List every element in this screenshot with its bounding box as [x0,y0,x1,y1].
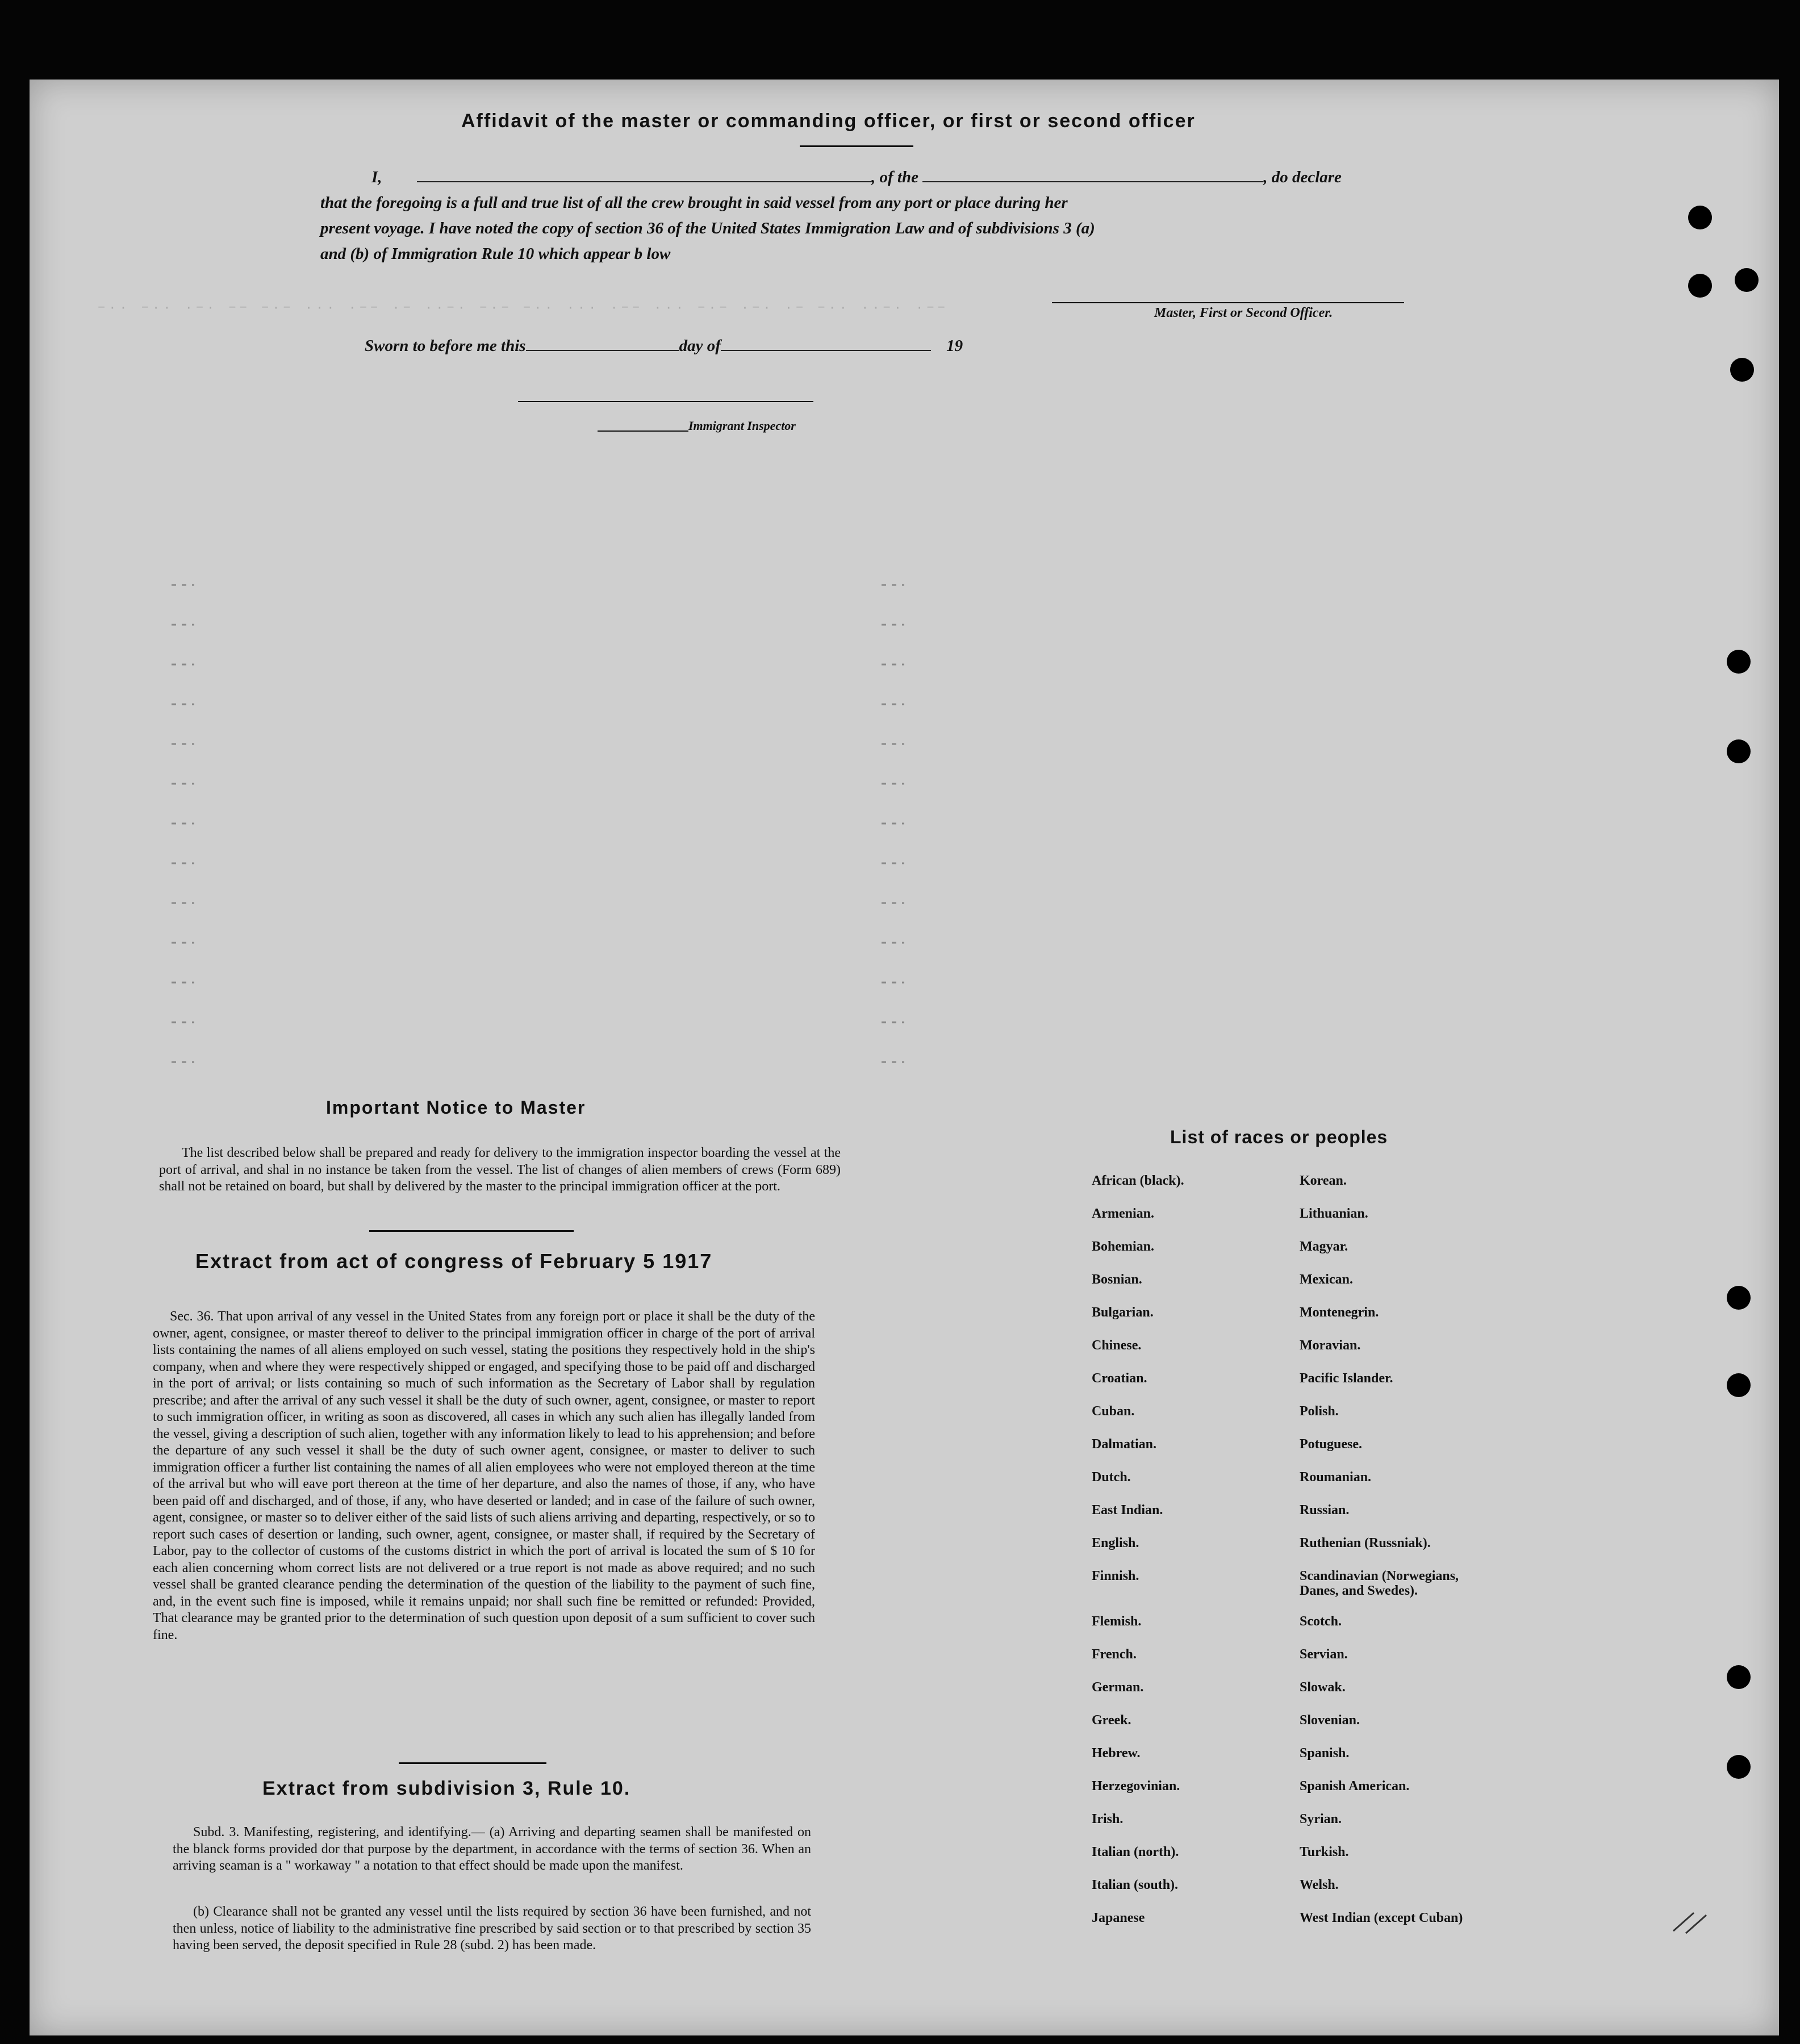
punch-hole [1727,739,1751,763]
race-item: Flemish. [1092,1614,1142,1629]
race-item: Italian (north). [1092,1845,1179,1859]
race-item: Ruthenian (Russniak). [1300,1536,1431,1550]
inspector-signature-line[interactable] [518,401,813,402]
race-item: Servian. [1300,1647,1348,1662]
affidavit-i: I, [371,168,382,186]
race-item: Welsh. [1300,1878,1339,1892]
race-item: Bulgarian. [1092,1305,1154,1320]
race-item: African (black). [1092,1173,1184,1188]
race-item: Pacific Islander. [1300,1371,1393,1386]
sworn-day-blank[interactable] [526,335,679,351]
race-item: Potuguese. [1300,1437,1362,1452]
races-title: List of races or peoples [1170,1127,1388,1147]
bleed-through-dashes [30,579,1779,1215]
vessel-blank[interactable] [922,166,1263,182]
race-item: Russian. [1300,1503,1350,1518]
affidavit-title: Affidavit of the master or commanding officer, or first or second officer [461,110,1196,132]
punch-hole [1688,274,1712,298]
race-item: Hebrew. [1092,1746,1141,1761]
punch-hole [1727,1665,1751,1689]
race-item: Italian (south). [1092,1878,1179,1892]
race-item: Dutch. [1092,1470,1131,1485]
sworn-day-of: day of [679,337,721,355]
affidavit-title-rule [800,145,913,147]
act-extract-title: Extract from act of congress of February 5 1917 [195,1249,713,1273]
rule-extract-title: Extract from subdivision 3, Rule 10. [262,1778,631,1799]
race-item: Spanish American. [1300,1779,1410,1794]
race-item: Moravian. [1300,1338,1361,1353]
race-item: Polish. [1300,1404,1339,1419]
punch-hole [1735,268,1759,292]
race-item: German. [1092,1680,1144,1695]
races-right-column [1300,1173,1527,1943]
affidavit-line-1: I, , of the , do declare [320,165,1428,190]
sworn-line [365,335,963,356]
signature-label: Master, First or Second Officer. [1154,306,1333,320]
race-item: Montenegrin. [1300,1305,1379,1320]
bleed-through-text: −·· −·· ·−· −− −·− ··· ·−− ·− ··−· −·− −·· ··· ·−− ··· −·− ·−· ·− −·· ··−· ·−− [98,301,949,315]
affidavit-declare: do declare [1271,168,1342,186]
race-item: Slowak. [1300,1680,1346,1695]
document-page [30,80,1779,2035]
act-extract-body: Sec. 36. That upon arrival of any vessel in the United States from any foreign port or place it shall be the duty of the owner, agent, consignee, or master thereof to deliver to the principal immigration officer in charge of the port of arrival lists containing the names of all aliens employed on such vessel, stating the positions they respectively hold in the ship's company, when and where they were respectively shipped or engaged, and specifying those to be paid off and discharged in the port of arrival; or lists containing so much of such information as the Secretary of Labor shall by regulation prescribe; and after the arrival of any such vessel it shall be the duty of such owner, agent, consignee, or master to report to such immigration officer, in writing as soon as discovered, all cases in which any such alien has illegally landed from the vessel, giving a description of such alien, together with any information likely to lead to his apprehension; and before the departure of any such vessel it shall be the duty of such owner agent, consignee, or master to deliver to such immigration officer a further list containing the names of all alien employees who were not employed thereon at the time of the arrival but who will eave port thereon at the time of her departure, and also the names of those, if any, who have been paid off and discharged, and of those, if any, who have deserted or landed; and in case of the failure of such owner, agent, consignee, or master so to deliver either of the said lists of such aliens arriving and departing, respectively, or so to report such cases of desertion or landing, such owner, agent, consignee, or master shall, if required by the Secretary of Labor, pay to the collector of customs of the customs district in which the port of arrival is located the sum of $ 10 for each alien concerning whom correct lists are not delivered or a true report is not made as above required; and no such vessel shall be granted clearance pending the determination of the question of the liability to the payment of such fine, and, in the event such fine is imposed, while it remains unpaid; nor shall such fine be remitted or refunded: Provided, That clearance may be granted prior to the determination of such question upon deposit of a sum sufficient to cover such fine. [153,1309,815,1642]
inspector-short-line [598,430,688,432]
rule-extract-para-a: Subd. 3. Manifesting, registering, and identifying.— (a) Arriving and departing seamen shall be manifested on the blanck forms provided dor that purpose by the department, in accordance with the terms of section 36. When an arriving seaman is a " workaway " a notation to that effect should be made upon the manifest. [173,1825,811,1873]
pen-marks [1671,1908,1717,1937]
race-item: Roumanian. [1300,1470,1372,1485]
affidavit-line-4: and (b) of Immigration Rule 10 which appear b low [320,245,671,263]
sworn-year: 19 [946,337,963,355]
race-item: Syrian. [1300,1812,1342,1826]
notice-title: Important Notice to Master [326,1097,586,1118]
name-blank[interactable] [417,166,871,182]
rule-extract-rule [399,1762,546,1764]
race-item: Magyar. [1300,1239,1348,1254]
race-item: English. [1092,1536,1139,1550]
race-item: Scotch. [1300,1614,1342,1629]
race-item: Armenian. [1092,1206,1154,1221]
race-item: East Indian. [1092,1503,1163,1518]
race-item: Herzegovinian. [1092,1779,1180,1794]
affidavit-body [320,165,1428,267]
race-item: Mexican. [1300,1272,1353,1287]
race-item: Bosnian. [1092,1272,1142,1287]
affidavit-line-2: that the foregoing is a full and true list of all the crew brought in said vessel from any port or place during her [320,194,1068,212]
race-item: Dalmatian. [1092,1437,1156,1452]
race-item: Turkish. [1300,1845,1349,1859]
race-item: Japanese [1092,1911,1145,1925]
race-item: Greek. [1092,1713,1131,1728]
affidavit-of-the: of the [879,168,918,186]
race-item: Chinese. [1092,1338,1142,1353]
punch-hole [1727,650,1751,674]
sworn-prefix: Sworn to before me this [365,337,526,355]
races-left-column [1092,1173,1296,1943]
race-item: Lithuanian. [1300,1206,1368,1221]
notice-rule [369,1230,574,1232]
rule-extract-para-b: (b) Clearance shall not be granted any vessel until the lists required by section 36 have been furnished, and not then unless, notice of liability to the administrative fine prescribed by said section or to that prescribed by section 35 having been served, the deposit specified in Rule 28 (subd. 2) has been made. [173,1904,811,1953]
signature-line[interactable] [1052,302,1404,303]
punch-hole [1727,1755,1751,1779]
race-item: Croatian. [1092,1371,1147,1386]
sworn-month-blank[interactable] [721,335,931,351]
punch-hole [1688,206,1712,229]
race-item: Spanish. [1300,1746,1350,1761]
race-item: Irish. [1092,1812,1124,1826]
race-item: West Indian (except Cuban) [1300,1911,1463,1925]
race-item: Cuban. [1092,1404,1135,1419]
inspector-label: Immigrant Inspector [688,419,796,433]
race-item: Korean. [1300,1173,1347,1188]
affidavit-line-3: present voyage. I have noted the copy of section 36 of the United States Immigration Law and of subdivisions 3 (a) [320,219,1095,237]
race-item: Bohemian. [1092,1239,1155,1254]
punch-hole [1730,358,1754,382]
race-item: French. [1092,1647,1137,1662]
race-item: Finnish. [1092,1569,1139,1583]
punch-hole [1727,1286,1751,1310]
race-item: Slovenian. [1300,1713,1360,1728]
race-item: Scandinavian (Norwegians, Danes, and Swedes). [1300,1569,1459,1598]
punch-hole [1727,1373,1751,1397]
notice-body: The list described below shall be prepared and ready for delivery to the immigration inspector boarding the vessel at the port of arrival, and shal in no instance be taken from the vessel. The list of changes of alien members of crews (Form 689) shall not be retained on board, but shall by delivered by the master to the principal immigration officer at the port. [159,1146,841,1194]
